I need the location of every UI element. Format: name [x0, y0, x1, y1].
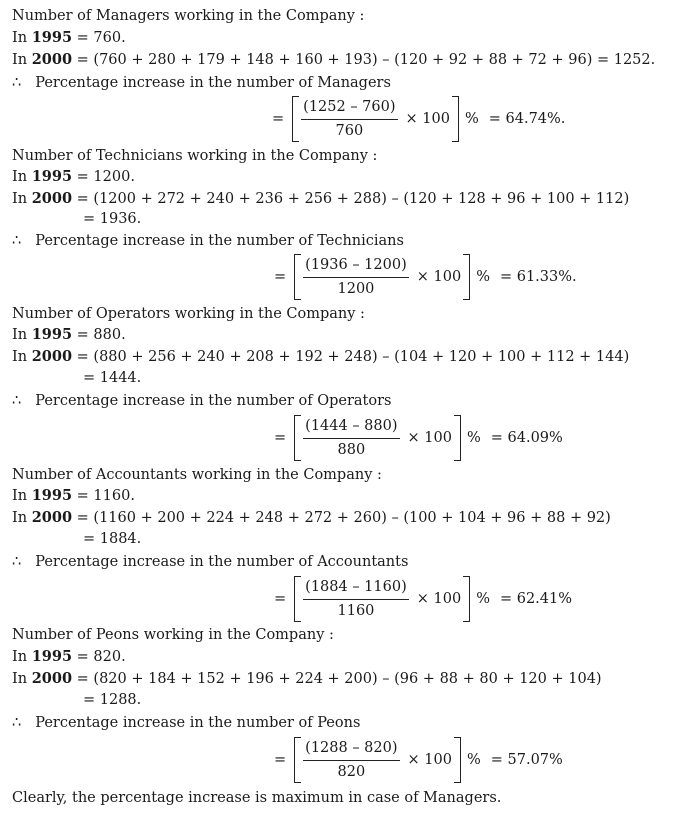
technicians-pct-label: ∴ Percentage increase in the number of Technicians [12, 233, 404, 249]
operators-1995-row: In 1995 = 880. [12, 326, 126, 343]
accountants-2000-row: In 2000 = (1160 + 200 + 224 + 248 + 272 + 260) – (100 + 104 + 96 + 88 + 92) [12, 509, 611, 526]
managers-pct-label: ∴ Percentage increase in the number of Managers [12, 75, 391, 91]
operators-2000-row: In 2000 = (880 + 256 + 240 + 208 + 192 + 248) – (104 + 120 + 100 + 112 + 144) [12, 348, 630, 365]
technicians-1995-row: In 1995 = 1200. [12, 168, 135, 185]
peons-2000-row: In 2000 = (820 + 184 + 152 + 196 + 224 + 200) – (96 + 88 + 80 + 120 + 104) [12, 670, 602, 687]
peons-1995-row: In 1995 = 820. [12, 648, 126, 665]
technicians-2000-row: In 2000 = (1200 + 272 + 240 + 236 + 256 + 288) – (120 + 128 + 96 + 100 + 112) [12, 190, 630, 207]
technicians-heading: Number of Technicians working in the Company : [12, 148, 378, 164]
peons-heading: Number of Peons working in the Company : [12, 627, 334, 643]
managers-2000-row: In 2000 = (760 + 280 + 179 + 148 + 160 + 193) – (120 + 92 + 88 + 72 + 96) = 1252. [12, 51, 656, 68]
accountants-2000-total: = 1884. [83, 531, 142, 547]
managers-formula: = $\frac{(1252 - 760)}{760}$ × 100 % = 64.74%. [272, 96, 565, 142]
operators-heading: Number of Operators working in the Company : [12, 306, 365, 322]
accountants-formula: = $\frac{(1884 - 1160)}{1160}$ × 100 % = 62.41% [274, 576, 572, 622]
accountants-pct-label: ∴ Percentage increase in the number of Accountants [12, 554, 409, 570]
conclusion: Clearly, the percentage increase is maximum in case of Managers. [12, 790, 502, 806]
accountants-heading: Number of Accountants working in the Company : [12, 467, 382, 483]
managers-heading: Number of Managers working in the Company : [12, 8, 365, 24]
operators-formula: = $\frac{(1444 - 880)}{880}$ × 100 % = 64.09% [274, 415, 563, 461]
peons-formula: = $\frac{(1288 - 820)}{820}$ × 100 % = 57.07% [274, 737, 563, 783]
technicians-formula: = $\frac{(1936 - 1200)}{1200}$ × 100 % = 61.33%. [274, 254, 577, 300]
peons-2000-total: = 1288. [83, 692, 142, 708]
peons-pct-label: ∴ Percentage increase in the number of Peons [12, 715, 361, 731]
operators-2000-total: = 1444. [83, 370, 142, 386]
managers-1995-row: In 1995 = 760. [12, 29, 126, 46]
operators-pct-label: ∴ Percentage increase in the number of Operators [12, 393, 392, 409]
technicians-2000-total: = 1936. [83, 211, 142, 227]
accountants-1995-row: In 1995 = 1160. [12, 487, 135, 504]
